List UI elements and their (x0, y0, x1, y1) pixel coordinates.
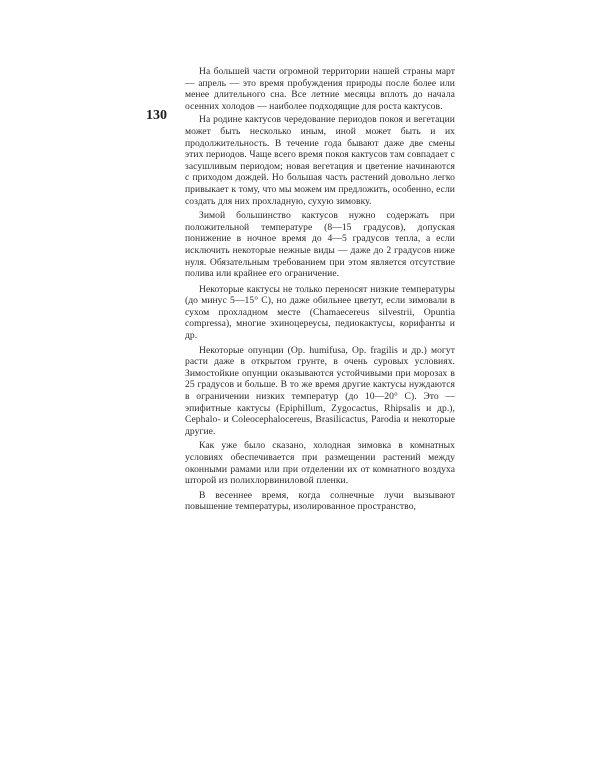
paragraph: Как уже было сказано, холодная зимовка в комнатных условиях обеспечивается при размещении растений между оконными рамами или при отделении их от комнатного воздуха шторой из полихлорвиниловой пленки. (185, 440, 455, 487)
paragraph: На родине кактусов чередование периодов покоя и вегетации может быть несколько иным, иной может быть и их продолжительность. В течение года бывают даже две смены этих периодов. Чаще всего время покоя кактусов там совпадает с засушливым периодом; новая вегетация и цветение начинаются с приходом дождей. Но большая часть растений довольно легко привыкает к тому, что мы можем им предложить, особенно, если создать для них прохладную, сухую зимовку. (185, 114, 455, 207)
paragraph: Зимой большинство кактусов нужно содержать при положительной температуре (8—15 градусов), допуская понижение в ночное время до 4—5 градусов тепла, а если исключить некоторые нежные виды — даже до 2 градусов ниже нуля. Обязательным требованием при этом является отсутствие полива или крайнее его ограничение. (185, 210, 455, 280)
paragraph: Некоторые кактусы не только переносят низкие температуры (до минус 5—15° С), но даже обильнее цветут, если зимовали в сухом прохладном месте (Chamaecereus silvestrii, Opuntia compressa), многие эхиноцереусы, педиокактусы, корифанты и др. (185, 283, 455, 342)
text-column (185, 66, 455, 515)
paragraph: На большей части огромной территории нашей страны март — апрель — это время пробуждения природы после более или менее длительного сна. Все летние месяцы вплоть до начала осенних холодов — наиболее подходящие для роста кактусов. (185, 66, 455, 112)
paragraph: В весеннее время, когда солнечные лучи вызывают повышение температуры, изолированное пространство, (185, 489, 455, 513)
paragraph: Некоторые опунции (Op. humifusa, Op. fragilis и др.) могут расти даже в открытом грунте, в очень суровых условиях. Зимостойкие опунции оказываются устойчивыми при морозах в 25 градусов и больше. В то же время другие кактусы нуждаются в ограничении низких температур (до 10—20° С). Это — эпифитные кактусы (Epiphillum, Zygocactus, Rhipsalis и др.), Cephalo- и Coleocephalocereus, Brasilicactus, Parodia и некоторые другие. (185, 344, 455, 437)
page-number: 130 (146, 108, 167, 123)
